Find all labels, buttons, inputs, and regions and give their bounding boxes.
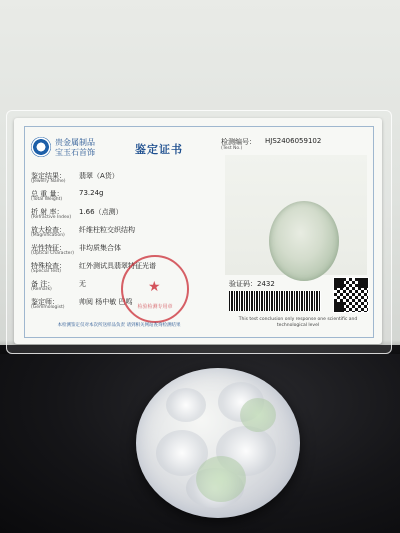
field-sublabel: (Refractive Index) bbox=[31, 215, 72, 220]
field-sublabel: (Gemmologist) bbox=[31, 305, 65, 310]
verify-value: 2432 bbox=[257, 280, 275, 288]
org-line-1: 贵金属制品 bbox=[55, 138, 95, 147]
verify-code bbox=[229, 279, 275, 289]
green-tint bbox=[240, 398, 276, 432]
field-value: 纤维柱粒交织结构 bbox=[79, 226, 135, 234]
test-no-label: 检测编号： bbox=[221, 138, 256, 146]
field-sublabel: (Total Weight) bbox=[31, 197, 63, 202]
field-label: 折 射 率： bbox=[31, 208, 64, 216]
field-value: 帅阅 杨中敏 巴鸣 bbox=[79, 298, 133, 306]
verify-label: 验证码： bbox=[229, 280, 257, 288]
jade-pendant bbox=[136, 368, 300, 518]
org-line-2: 宝玉石首饰 bbox=[55, 148, 95, 157]
field-value: 73.24g bbox=[79, 189, 104, 197]
field-label: 鉴定结果： bbox=[31, 172, 66, 180]
certificate-title: 鉴定证书 bbox=[135, 143, 183, 156]
field-refractive-index bbox=[31, 207, 213, 225]
field-magnification bbox=[31, 225, 213, 243]
field-label: 鉴定师： bbox=[31, 298, 59, 306]
carving-detail bbox=[166, 388, 206, 422]
stamp-star-icon: ★ bbox=[148, 279, 161, 295]
field-label: 备 注： bbox=[31, 280, 55, 288]
barcode bbox=[229, 291, 321, 311]
field-sublabel: (Jewelry Name) bbox=[31, 179, 66, 184]
field-sublabel: (Remark) bbox=[31, 287, 52, 292]
field-sublabel: (Magnification) bbox=[31, 233, 65, 238]
certificate-border bbox=[24, 126, 374, 338]
certificate-left-panel bbox=[25, 127, 213, 337]
qr-code bbox=[333, 277, 369, 313]
field-label: 总 重 量： bbox=[31, 190, 64, 198]
sample-photo bbox=[269, 201, 339, 281]
field-label: 放大检查： bbox=[31, 226, 66, 234]
test-no-value: HJS2406059102 bbox=[265, 137, 322, 145]
stamp-text: 检验检测专用章 bbox=[137, 304, 173, 310]
red-stamp bbox=[121, 255, 189, 323]
field-label: 光性特征： bbox=[31, 244, 66, 252]
logo-icon bbox=[31, 137, 51, 157]
certificate-card bbox=[14, 118, 382, 344]
field-weight bbox=[31, 189, 213, 207]
field-label: 特殊检查： bbox=[31, 262, 66, 270]
test-no-sublabel: (Test No.) bbox=[221, 146, 243, 151]
right-footnote: This test conclusion only response one scientific and technological level bbox=[238, 317, 358, 328]
field-result bbox=[31, 171, 213, 189]
certificate-header bbox=[31, 135, 213, 161]
sample-photo-frame bbox=[225, 155, 367, 275]
field-value: 无 bbox=[79, 280, 86, 288]
field-optical bbox=[31, 243, 213, 261]
left-footnote: 本检测鉴定仅对本次所送样品负责 请到相关网站查询检测结果 bbox=[57, 323, 181, 328]
certificate-right-panel bbox=[217, 127, 373, 337]
green-tint bbox=[196, 456, 246, 502]
field-value: 1.66（点测） bbox=[79, 208, 123, 216]
field-value: 非均质集合体 bbox=[79, 244, 121, 252]
field-value: 红外测试具翡翠特征光谱 bbox=[79, 262, 156, 270]
field-value: 翡翠（A货） bbox=[79, 172, 119, 180]
field-sublabel: (Optical Character) bbox=[31, 251, 75, 256]
field-sublabel: (Special Test) bbox=[31, 269, 62, 274]
